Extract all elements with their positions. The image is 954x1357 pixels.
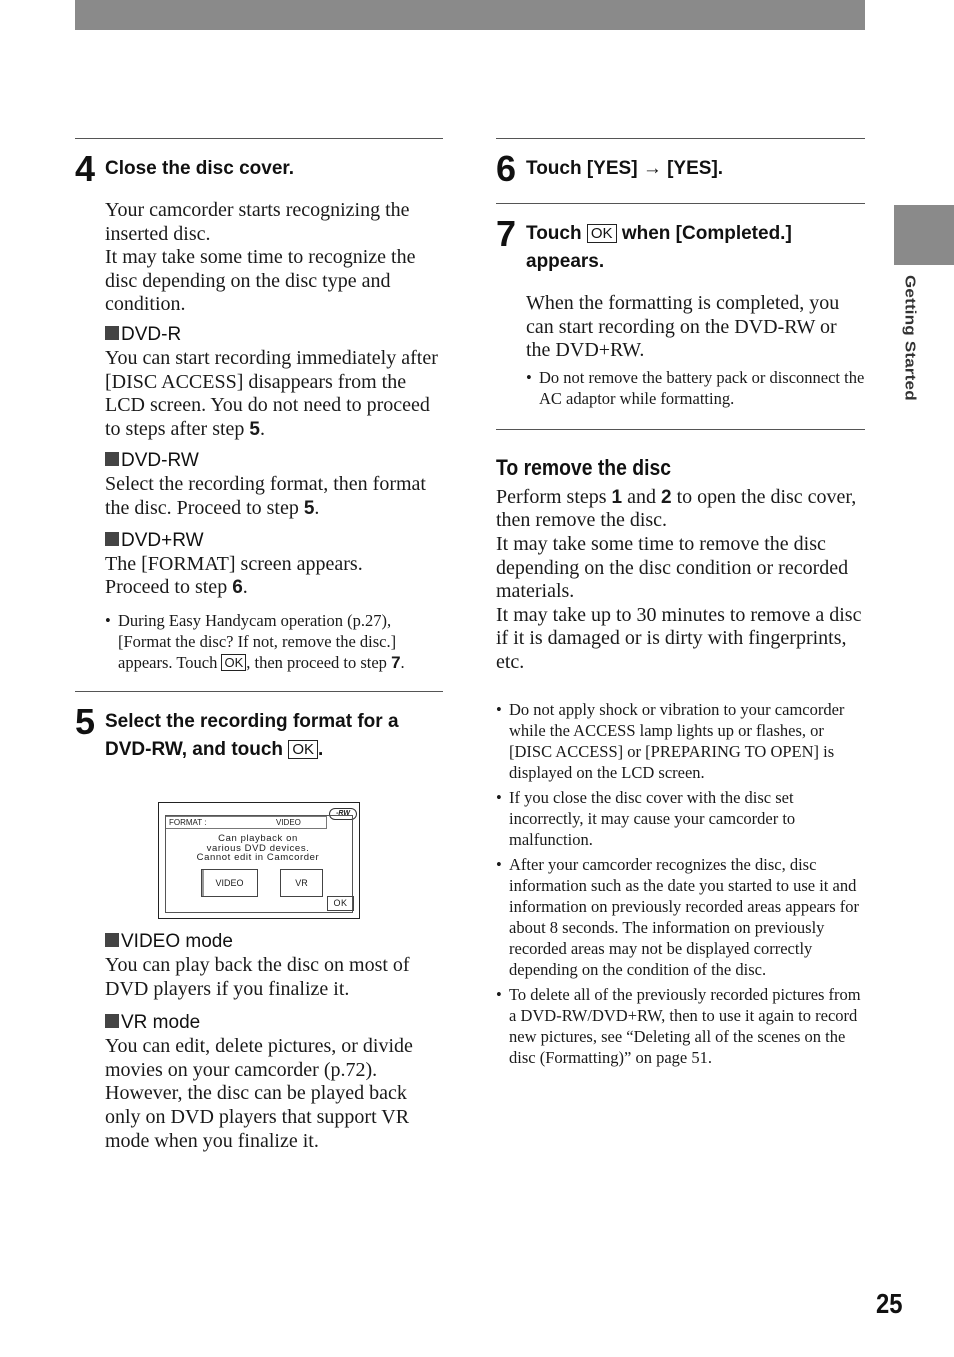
step-5 [75, 700, 443, 764]
step-4 [75, 147, 443, 673]
note-item: • To delete all of the previously recorded pictures from a DVD-RW/DVD+RW, then to use it again to record new pictures, see “Deleting all of the scenes on the disc (Formatting)” on page 51. [496, 984, 865, 1068]
square-bullet-icon [105, 1014, 119, 1028]
paragraph: Proceed to step 6. [105, 576, 248, 599]
mode-heading: VIDEO mode [105, 930, 445, 954]
paragraph: You can start recording immediately after [DISC ACCESS] disappears from the LCD screen. You do not need to proceed to steps after step 5. [105, 346, 438, 440]
step-title: Select the recording format for a DVD-RW, and touch OK . [105, 710, 399, 760]
square-bullet-icon [105, 933, 119, 947]
remove-disc-section [496, 454, 865, 1068]
page-number: 25 [876, 1288, 903, 1319]
disc-type-heading: DVD+RW [105, 529, 443, 553]
paragraph: It may take up to 30 minutes to remove a disc if it is damaged or is dirty with fingerprints, etc. [496, 603, 862, 673]
note-list [526, 367, 865, 409]
step-7 [496, 212, 865, 409]
screen-frame [165, 815, 353, 913]
paragraph: It may take some time to recognize the disc depending on the disc type and condition. [105, 246, 416, 316]
disc-type-heading: DVD-RW [105, 449, 443, 473]
step-number: 6 [496, 148, 517, 189]
divider [496, 429, 865, 430]
section-tab-marker [894, 205, 954, 265]
arrow-icon: → [642, 158, 662, 179]
square-bullet-icon [105, 532, 119, 546]
paragraph: Your camcorder starts recognizing the inserted disc. [105, 199, 410, 245]
paragraph: The [FORMAT] screen appears. [105, 552, 363, 575]
step-body: When the formatting is completed, you can start recording on the DVD-RW or the DVD+RW. [526, 292, 840, 362]
paragraph: Select the recording format, then format the disc. Proceed to step 5. [105, 473, 426, 519]
header-bar [75, 0, 865, 30]
disc-type-heading: DVD-R [105, 323, 443, 347]
paragraph: You can edit, delete pictures, or divide movies on your camcorder (p.72). However, the disc can be played back only on DVD players that support VR mode when you finalize it. [105, 1035, 413, 1152]
note-item: • Do not apply shock or vibration to your camcorder while the ACCESS lamp lights up or flashes, or [DISC ACCESS] or [PREPARING TO OPEN] is displayed on the LCD screen. [496, 699, 865, 783]
square-bullet-icon [105, 452, 119, 466]
note-item: • Do not remove the battery pack or disconnect the AC adaptor while formatting. [526, 367, 865, 409]
note-list [496, 699, 865, 1068]
step-number: 4 [75, 148, 96, 189]
step-title: Touch OK when [Completed.] appears. [526, 223, 792, 272]
note-item: • During Easy Handycam operation (p.27), [Format the disc? If not, remove the disc.] appears. Touch OK , then proceed to step 7. [105, 610, 443, 673]
step-6 [496, 147, 865, 203]
step-title: Touch [YES] → [YES]. [526, 158, 724, 179]
paragraph: You can play back the disc on most of DVD players if you finalize it. [105, 954, 410, 1000]
ok-button: OK [327, 896, 354, 911]
paragraph: It may take some time to remove the disc depending on the disc condition or recorded materials. [496, 532, 849, 603]
step-number: 5 [75, 700, 96, 742]
divider [496, 138, 865, 139]
step-title: Close the disc cover. [105, 158, 295, 179]
right-column [496, 138, 865, 1068]
note-list [105, 610, 443, 673]
step-number: 7 [496, 213, 517, 254]
left-column [75, 138, 443, 764]
square-bullet-icon [105, 326, 119, 340]
lcd-format-screen [158, 802, 360, 919]
disc-type-badge: -RW [329, 808, 357, 820]
section-title: To remove the disc [496, 454, 672, 480]
step-body [105, 199, 443, 600]
vr-mode-button: VR [280, 869, 323, 897]
paragraph: Perform steps 1 and 2 to open the disc cover, then remove the disc. [496, 485, 857, 532]
mode-heading: VR mode [105, 1011, 445, 1035]
note-item: • After your camcorder recognizes the disc, disc information such as the date you started to use it and information on previously recorded areas appears for about 8 seconds. The information on previously recorded areas may not be displayed correctly depending on the condition of the disc. [496, 854, 865, 980]
divider [75, 691, 443, 692]
divider [496, 203, 865, 204]
video-mode-button: VIDEO [201, 869, 258, 897]
section-body [496, 486, 865, 675]
format-modes [105, 930, 445, 1153]
divider [75, 138, 443, 139]
format-status-bar: FORMAT : VIDEO [165, 816, 327, 829]
note-item: • If you close the disc cover with the disc set incorrectly, it may cause your camcorder to malfunction. [496, 787, 865, 850]
screen-message: Can playback on various DVD devices. Cannot edit in Camcorder [196, 833, 320, 863]
section-tab-label: Getting Started [902, 275, 919, 401]
